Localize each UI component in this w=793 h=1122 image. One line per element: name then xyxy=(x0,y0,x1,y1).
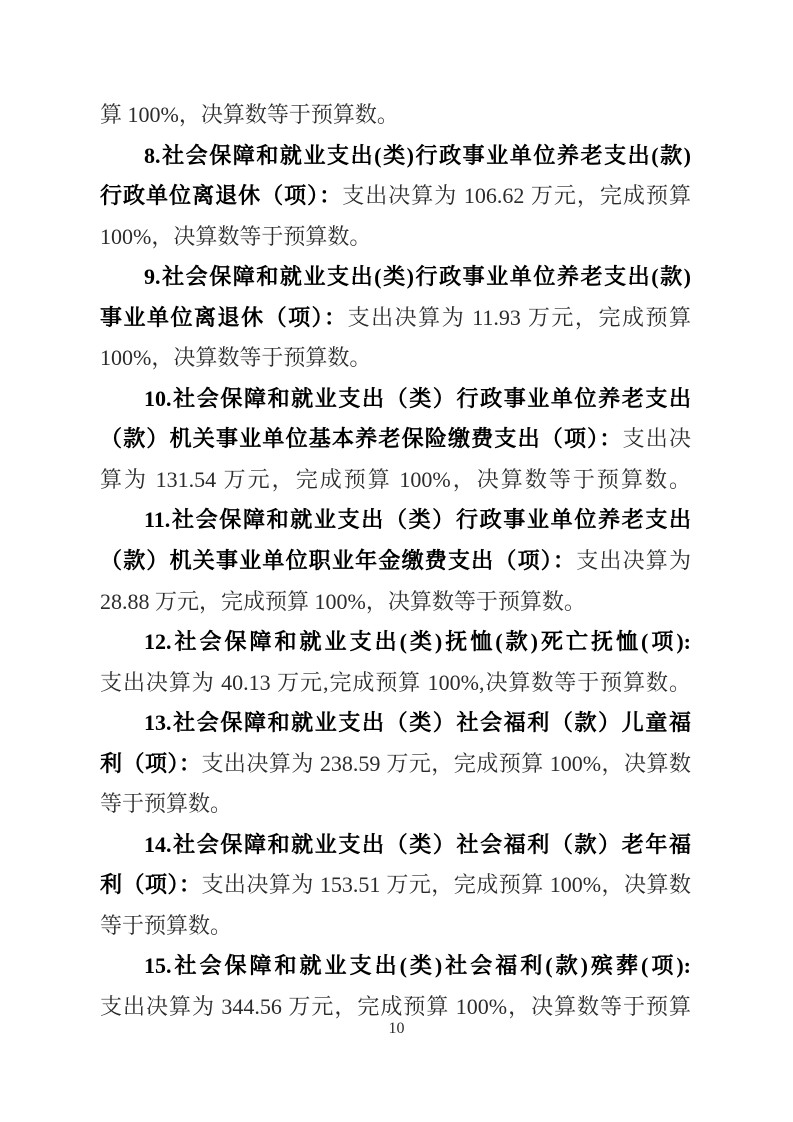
text-line xyxy=(100,582,691,623)
text-line xyxy=(100,703,691,744)
line-regular-text: 等于预算数。 xyxy=(100,912,233,938)
text-line xyxy=(100,338,691,379)
text-line xyxy=(100,622,691,663)
text-line xyxy=(100,136,691,177)
document-body xyxy=(100,95,691,1028)
line-bold-text: 9.社会保障和就业支出(类)行政事业单位养老支出(款) xyxy=(144,264,691,290)
line-bold-text: 14.社会保障和就业支出（类）社会福利（款）老年福 xyxy=(144,831,691,857)
line-regular-text: 100%，决算数等于预算数。 xyxy=(100,345,372,371)
line-regular-text: 支出决算为 106.62 万元，完成预算 xyxy=(342,183,691,209)
line-bold-text: 利（项）： xyxy=(100,750,202,776)
line-regular-text: 算为 131.54 万元，完成预算 100%，决算数等于预算数。 xyxy=(100,466,691,492)
line-bold-text: 12.社会保障和就业支出(类)抚恤(款)死亡抚恤(项): xyxy=(144,629,691,655)
line-regular-text: 支出决 xyxy=(622,426,691,452)
text-line xyxy=(100,825,691,866)
text-line xyxy=(100,95,691,136)
line-regular-text: 支出决算为 238.59 万元，完成预算 100%，决算数 xyxy=(201,750,691,776)
text-line xyxy=(100,946,691,987)
line-regular-text: 支出决算为 344.56 万元，完成预算 100%，决算数等于预算 xyxy=(100,994,691,1020)
text-line xyxy=(100,419,691,460)
line-regular-text: 28.88 万元，完成预算 100%，决算数等于预算数。 xyxy=(100,588,586,614)
text-line xyxy=(100,460,691,501)
text-line xyxy=(100,176,691,217)
line-bold-text: 行政单位离退休（项）： xyxy=(100,183,343,209)
line-regular-text: 支出决算为 xyxy=(576,548,691,574)
text-line xyxy=(100,257,691,298)
line-regular-text: 等于预算数。 xyxy=(100,791,233,817)
text-line xyxy=(100,744,691,785)
line-bold-text: 利（项）： xyxy=(100,872,202,898)
text-line xyxy=(100,906,691,947)
line-bold-text: 13.社会保障和就业支出（类）社会福利（款）儿童福 xyxy=(144,710,691,736)
line-bold-text: 11.社会保障和就业支出（类）行政事业单位养老支出 xyxy=(144,507,691,533)
line-regular-text: 支出决算为 11.93 万元，完成预算 xyxy=(347,304,691,330)
line-regular-text: 算 100%，决算数等于预算数。 xyxy=(100,102,399,127)
page-footer xyxy=(0,1020,793,1038)
text-line xyxy=(100,298,691,339)
line-bold-text: （款）机关事业单位基本养老保险缴费支出（项）： xyxy=(100,426,623,452)
text-line xyxy=(100,784,691,825)
text-line xyxy=(100,217,691,258)
text-line xyxy=(100,379,691,420)
text-line xyxy=(100,663,691,704)
line-regular-text: 支出决算为 153.51 万元，完成预算 100%，决算数 xyxy=(201,872,691,898)
text-line xyxy=(100,541,691,582)
line-regular-text: 100%，决算数等于预算数。 xyxy=(100,223,372,249)
line-bold-text: （款）机关事业单位职业年金缴费支出（项）： xyxy=(100,548,577,574)
page-number: 10 xyxy=(388,1020,405,1037)
line-regular-text: 支出决算为 40.13 万元,完成预算 100%,决算数等于预算数。 xyxy=(100,669,691,695)
line-bold-text: 10.社会保障和就业支出（类）行政事业单位养老支出 xyxy=(144,385,691,411)
line-bold-text: 8.社会保障和就业支出(类)行政事业单位养老支出(款) xyxy=(144,142,691,168)
text-line xyxy=(100,865,691,906)
text-line xyxy=(100,500,691,541)
line-bold-text: 事业单位离退休（项）： xyxy=(100,304,348,330)
line-bold-text: 15.社会保障和就业支出(类)社会福利(款)殡葬(项): xyxy=(144,953,691,979)
